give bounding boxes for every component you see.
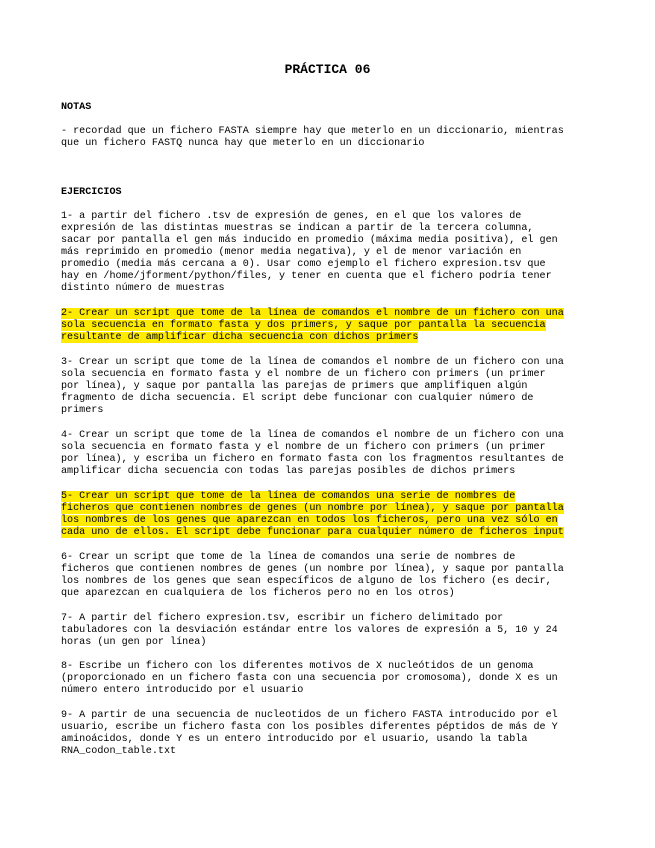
exercise-9-text: 9- A partir de una secuencia de nucleotidos de un fichero FASTA introducido por el usuario, escribe un fichero fasta con los posibles diferentes péptidos de más de Y aminoácidos, donde Y es un entero introducido por el usuario, usando la tabla RNA_codon_table.txt — [61, 710, 558, 757]
exercise-7-text: 7- A partir del fichero expresion.tsv, escribir un fichero delimitado por tabuladores con la desviación estándar entre los valores de expresión a 5, 10 y 24 horas (un gen por línea) — [61, 613, 558, 648]
exercise-5 — [61, 491, 601, 539]
page-title: PRÁCTICA 06 — [284, 62, 371, 77]
exercise-4-text: 4- Crear un script que tome de la línea de comandos el nombre de un fichero con una sola secuencia en formato fasta y el nombre de un fichero con primers (un primer por línea), y escriba un fichero en formato fasta con los fragmentos resultantes de amplificar dicha secuencia con todas las parejas posibles de dichos primers — [61, 430, 564, 477]
exercise-3 — [61, 357, 601, 417]
exercise-9 — [61, 710, 601, 758]
ejercicios-heading: EJERCICIOS — [61, 187, 122, 198]
exercise-1-text: 1- a partir del fichero .tsv de expresión de genes, en el que los valores de expresión de las distintas muestras se indican a partir de la tercera columna, sacar por pantalla el gen más inducido en promedio (máxima media positiva), el gen más reprimido en promedio (menor media negativa), y el de menor variación en promedio (media más cercana a 0). Usar como ejemplo el fichero expresion.tsv que hay en /home/jforment/python/files, y tener en cuenta que el fichero podría tener distinto número de muestras — [61, 211, 558, 294]
exercise-2-text: 2- Crear un script que tome de la línea de comandos el nombre de un fichero con una sola secuencia en formato fasta y dos primers, y saque por pantalla la secuencia resultante de amplificar dicha secuencia con dichos primers — [61, 308, 564, 343]
exercise-5-text: 5- Crear un script que tome de la línea de comandos una serie de nombres de ficheros que contienen nombres de genes (un nombre por línea), y saque por pantalla los nombres de los genes que aparezcan en todos los ficheros, pero una vez sólo en cada uno de ellos. El script debe funcionar para cualquier número de ficheros input — [61, 491, 564, 538]
exercise-7 — [61, 613, 601, 649]
notas-heading: NOTAS — [61, 102, 92, 113]
nota-item: - recordad que un fichero FASTA siempre hay que meterlo en un diccionario, mientras que un fichero FASTQ nunca hay que meterlo en un diccionario — [61, 126, 564, 149]
exercise-6 — [61, 552, 601, 600]
exercise-6-text: 6- Crear un script que tome de la línea de comandos una serie de nombres de ficheros que contienen nombres de genes (un nombre por línea), y saque por pantalla los nombres de los genes que sean específicos de alguno de los fichero (es decir, que aparezcan en cualquiera de los ficheros pero no en los otros) — [61, 552, 564, 599]
exercise-1 — [61, 211, 601, 295]
exercise-8 — [61, 661, 601, 697]
exercise-2 — [61, 308, 601, 344]
exercise-8-text: 8- Escribe un fichero con los diferentes motivos de X nucleótidos de un genoma (proporcionado en un fichero fasta con una secuencia por cromosoma), donde X es un número entero introducido por el usuario — [61, 661, 558, 696]
exercise-4 — [61, 430, 601, 478]
exercise-3-text: 3- Crear un script que tome de la línea de comandos el nombre de un fichero con una sola secuencia en formato fasta y el nombre de un fichero con primers (un primer por línea), y saque por pantalla las parejas de primers que amplifiquen algún fragmento de dicha secuencia. El script debe funcionar con cualquier número de primers — [61, 357, 564, 416]
